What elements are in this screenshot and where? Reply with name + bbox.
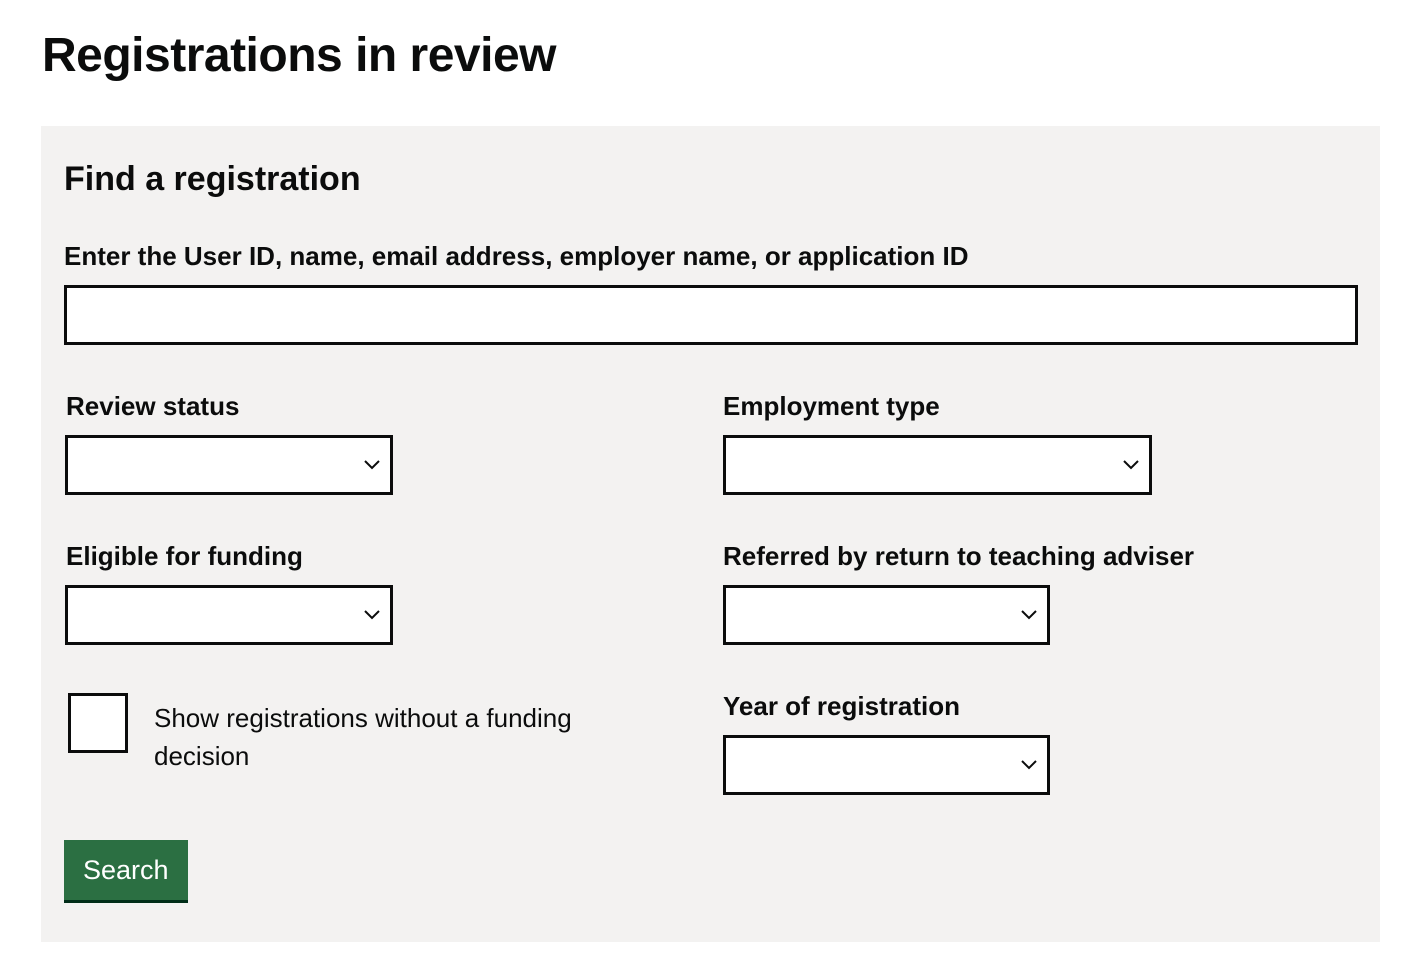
no-funding-decision-checkbox-label[interactable]: Show registrations without a funding decision bbox=[154, 703, 572, 771]
referred-by-adviser-label: Referred by return to teaching adviser bbox=[723, 541, 1195, 571]
page-title: Registrations in review bbox=[42, 29, 556, 82]
chevron-down-icon bbox=[1021, 610, 1037, 620]
employment-type-label: Employment type bbox=[723, 391, 940, 421]
year-of-registration-select[interactable] bbox=[723, 735, 1050, 795]
chevron-down-icon bbox=[364, 460, 380, 470]
no-funding-decision-checkbox[interactable] bbox=[68, 693, 128, 753]
search-button[interactable]: Search bbox=[64, 840, 188, 900]
referred-by-adviser-select[interactable] bbox=[723, 585, 1050, 645]
employment-type-select[interactable] bbox=[723, 435, 1152, 495]
search-panel bbox=[41, 126, 1380, 942]
eligible-for-funding-select[interactable] bbox=[65, 585, 393, 645]
chevron-down-icon bbox=[1021, 760, 1037, 770]
search-panel-title: Find a registration bbox=[64, 160, 361, 198]
chevron-down-icon bbox=[1123, 460, 1139, 470]
search-query-label: Enter the User ID, name, email address, employer name, or application ID bbox=[64, 241, 969, 271]
search-query-input[interactable] bbox=[64, 285, 1358, 345]
chevron-down-icon bbox=[364, 610, 380, 620]
review-status-select[interactable] bbox=[65, 435, 393, 495]
review-status-label: Review status bbox=[66, 391, 240, 421]
eligible-for-funding-label: Eligible for funding bbox=[66, 541, 303, 571]
year-of-registration-label: Year of registration bbox=[723, 691, 960, 721]
